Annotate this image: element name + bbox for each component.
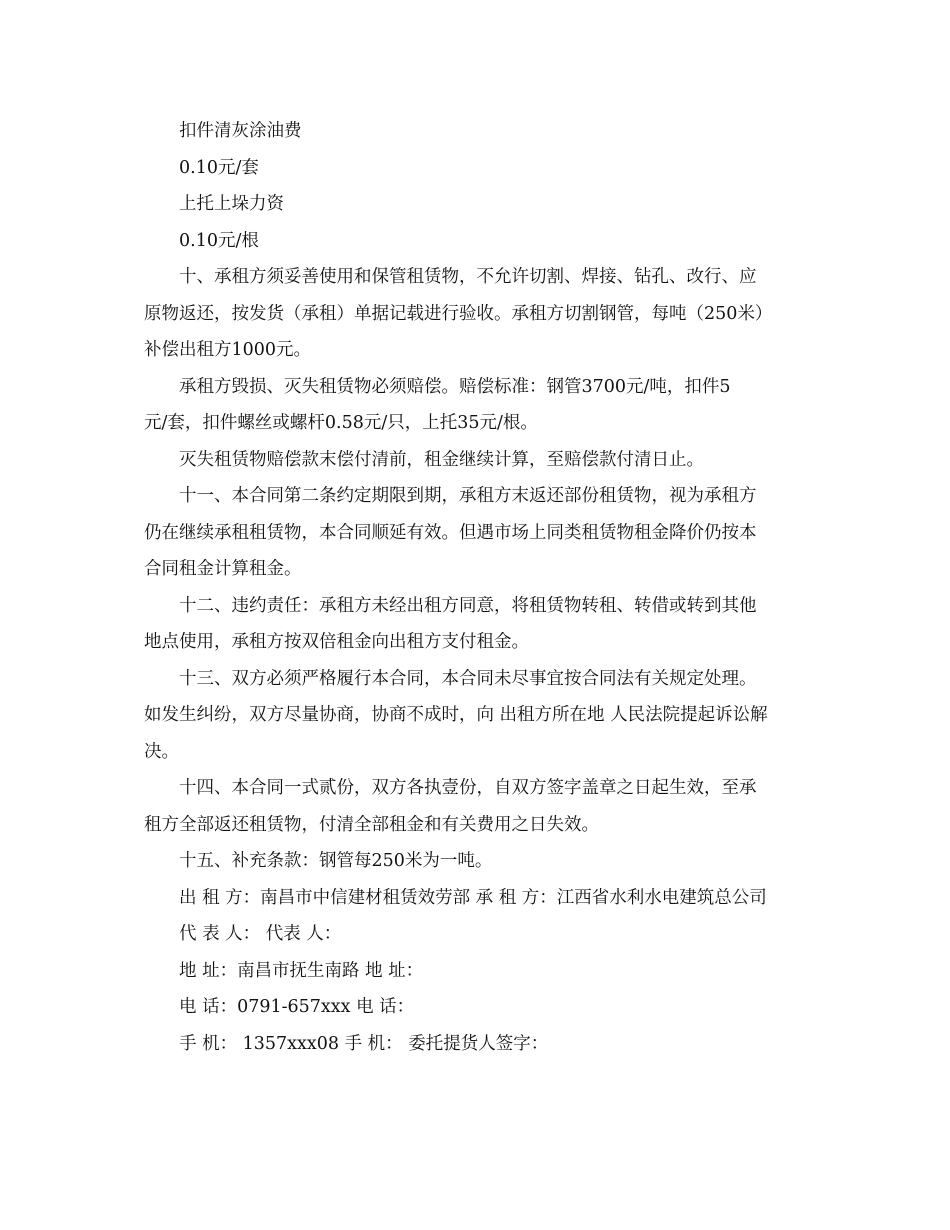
signature-mobiles: 手 机： 1357xxx08 手 机： 委托提货人签字：: [179, 1033, 549, 1054]
fee-price-bracket-labor: 0.10元/根: [179, 230, 259, 251]
clause-12-line-1: 十二、违约责任：承租方未经出租方同意，将租赁物转租、转借或转到其他: [179, 595, 757, 616]
signature-phones: 电 话：0791-657xxx 电 话：: [179, 997, 415, 1017]
clause-11-line-1: 十一、本合同第二条约定期限到期，承租方末返还部份租赁物，视为承租方: [179, 486, 757, 506]
document-body: [144, 113, 808, 1062]
clause-10-line-3: 补偿出租方1000元。: [144, 340, 312, 360]
clause-11-line-2: 仍在继续承租租赁物，本合同顺延有效。但遇市场上同类租赁物租金降价仍按本: [144, 522, 757, 543]
compensation-line-1: 承租方毁损、灭失租赁物必须赔偿。赔偿标准：钢管3700元/吨，扣件5: [179, 376, 731, 397]
fee-item-clean-oil: 扣件清灰涂油费: [179, 121, 302, 141]
clause-10-line-1: 十、承租方须妥善使用和保管租赁物，不允许切割、焊接、钻孔、改行、应: [179, 267, 757, 287]
clause-10-line-2: 原物返还，按发货（承租）单据记载进行验收。承租方切割钢管，每吨（250米）: [144, 303, 773, 324]
clause-12-line-2: 地点使用，承租方按双倍租金向出租方支付租金。: [144, 632, 529, 652]
clause-14-line-2: 租方全部返还租赁物，付清全部租金和有关费用之日失效。: [144, 814, 599, 835]
compensation-line-2: 元/套，扣件螺丝或螺杆0.58元/只，上托35元/根。: [144, 413, 538, 433]
clause-13-line-1: 十三、双方必须严格履行本合同，本合同未尽事宜按合同法有关规定处理。: [179, 668, 757, 689]
fee-price-clean-oil: 0.10元/套: [179, 157, 259, 178]
clause-13-line-2: 如发生纠纷，双方尽量协商，协商不成时，向 出租方所在地 人民法院提起诉讼解: [144, 705, 768, 725]
clause-13-line-3: 决。: [144, 741, 179, 762]
clause-11-line-3: 合同租金计算租金。: [144, 559, 302, 579]
fee-item-bracket-labor: 上托上垛力资: [179, 194, 284, 214]
clause-15: 十五、补充条款：钢管每250米为一吨。: [179, 851, 493, 871]
signature-addresses: 地 址：南昌市抚生南路 地 址：: [179, 960, 424, 981]
clause-14-line-1: 十四、本合同一式贰份，双方各执壹份，自双方签字盖章之日起生效，至承: [179, 778, 757, 798]
signature-parties: 出 租 方：南昌市中信建材租赁效劳部 承 租 方：江西省水利水电建筑总公司: [179, 887, 767, 908]
signature-representatives: 代 表 人： 代表 人：: [179, 924, 342, 944]
loss-rent-paragraph: 灭失租赁物赔偿款末偿付清前，租金继续计算，至赔偿款付清日止。: [179, 449, 704, 470]
